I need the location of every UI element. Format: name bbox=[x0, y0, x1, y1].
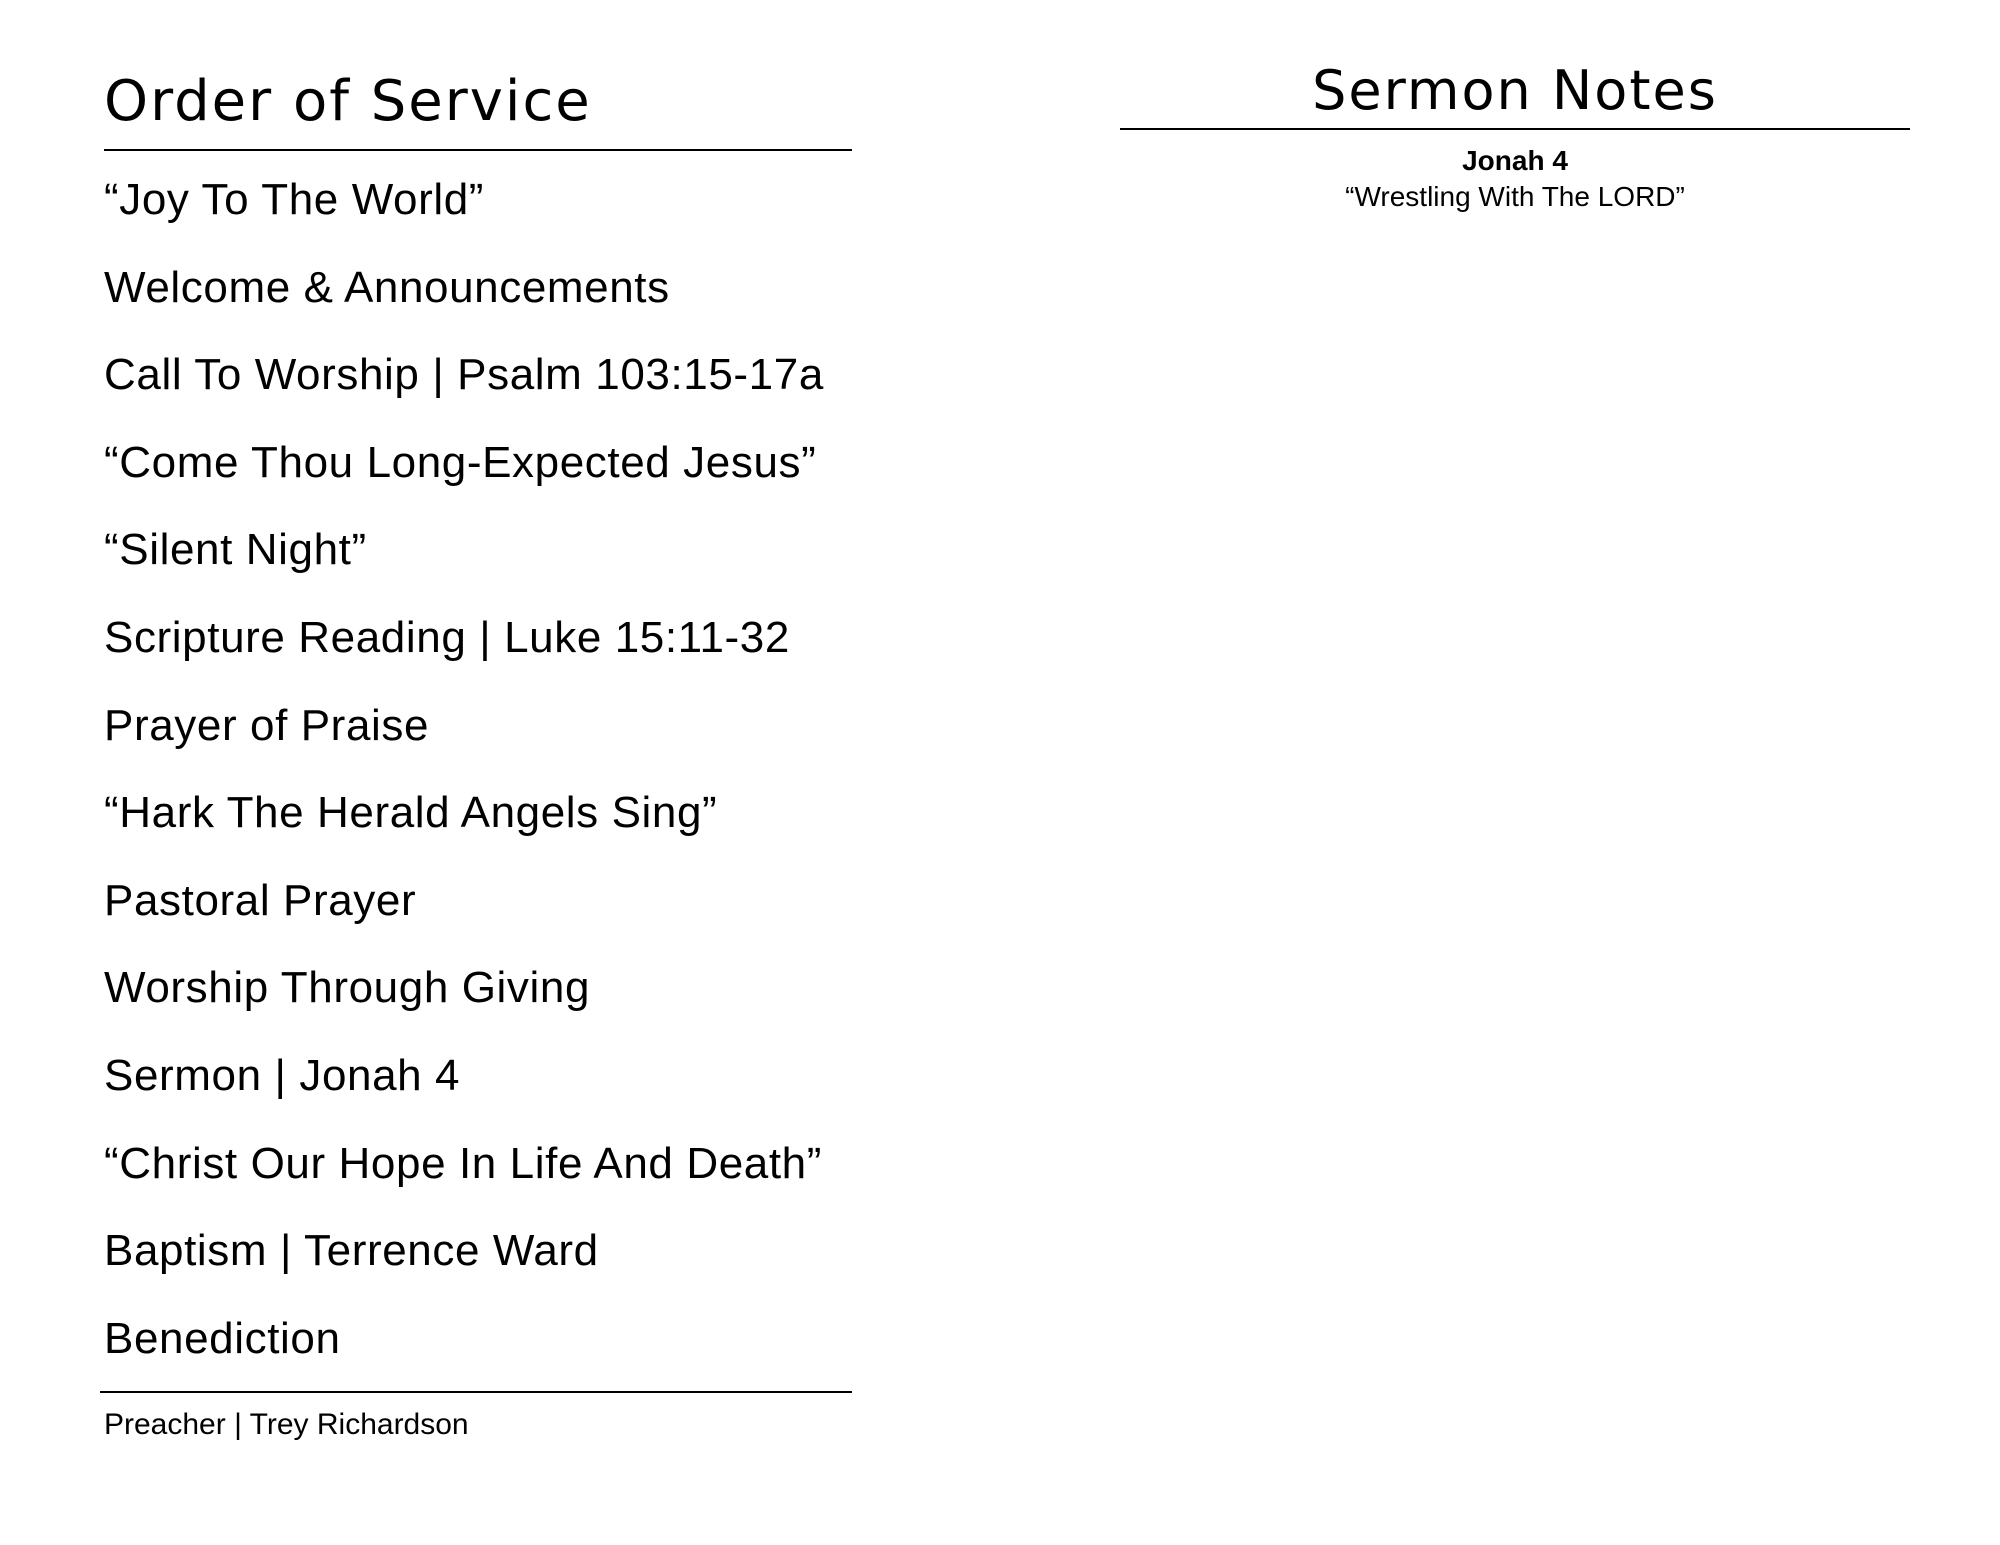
service-item: “Joy To The World” bbox=[104, 175, 485, 224]
order-of-service-title: Order of Service bbox=[104, 69, 592, 134]
sermon-passage: Jonah 4 bbox=[1462, 145, 1568, 176]
order-bottom-divider bbox=[100, 1391, 852, 1393]
service-item: Call To Worship | Psalm 103:15-17a bbox=[104, 350, 824, 400]
sermon-subtitle: “Wrestling With The LORD” bbox=[1345, 181, 1685, 212]
service-item: Sermon | Jonah 4 bbox=[104, 1050, 461, 1100]
service-item: Benediction bbox=[104, 1313, 341, 1363]
service-item: Pastoral Prayer bbox=[104, 875, 417, 925]
sermon-notes-title: Sermon Notes bbox=[1312, 59, 1718, 122]
service-item: “Silent Night” bbox=[104, 525, 367, 575]
service-item: Baptism | Terrence Ward bbox=[104, 1226, 599, 1276]
service-item: Welcome & Announcements bbox=[104, 262, 670, 312]
service-item: Worship Through Giving bbox=[104, 963, 591, 1013]
service-item: “Come Thou Long-Expected Jesus” bbox=[104, 437, 817, 487]
preacher-credit: Preacher | Trey Richardson bbox=[104, 1408, 469, 1441]
service-item: “Christ Our Hope In Life And Death” bbox=[104, 1138, 822, 1188]
order-title-divider bbox=[104, 149, 852, 151]
service-items-list bbox=[104, 172, 824, 1398]
sermon-notes-divider bbox=[1120, 128, 1910, 130]
service-item: Scripture Reading | Luke 15:11-32 bbox=[104, 612, 790, 662]
service-item: “Hark The Herald Angels Sing” bbox=[104, 788, 718, 838]
service-item: Prayer of Praise bbox=[104, 700, 430, 750]
